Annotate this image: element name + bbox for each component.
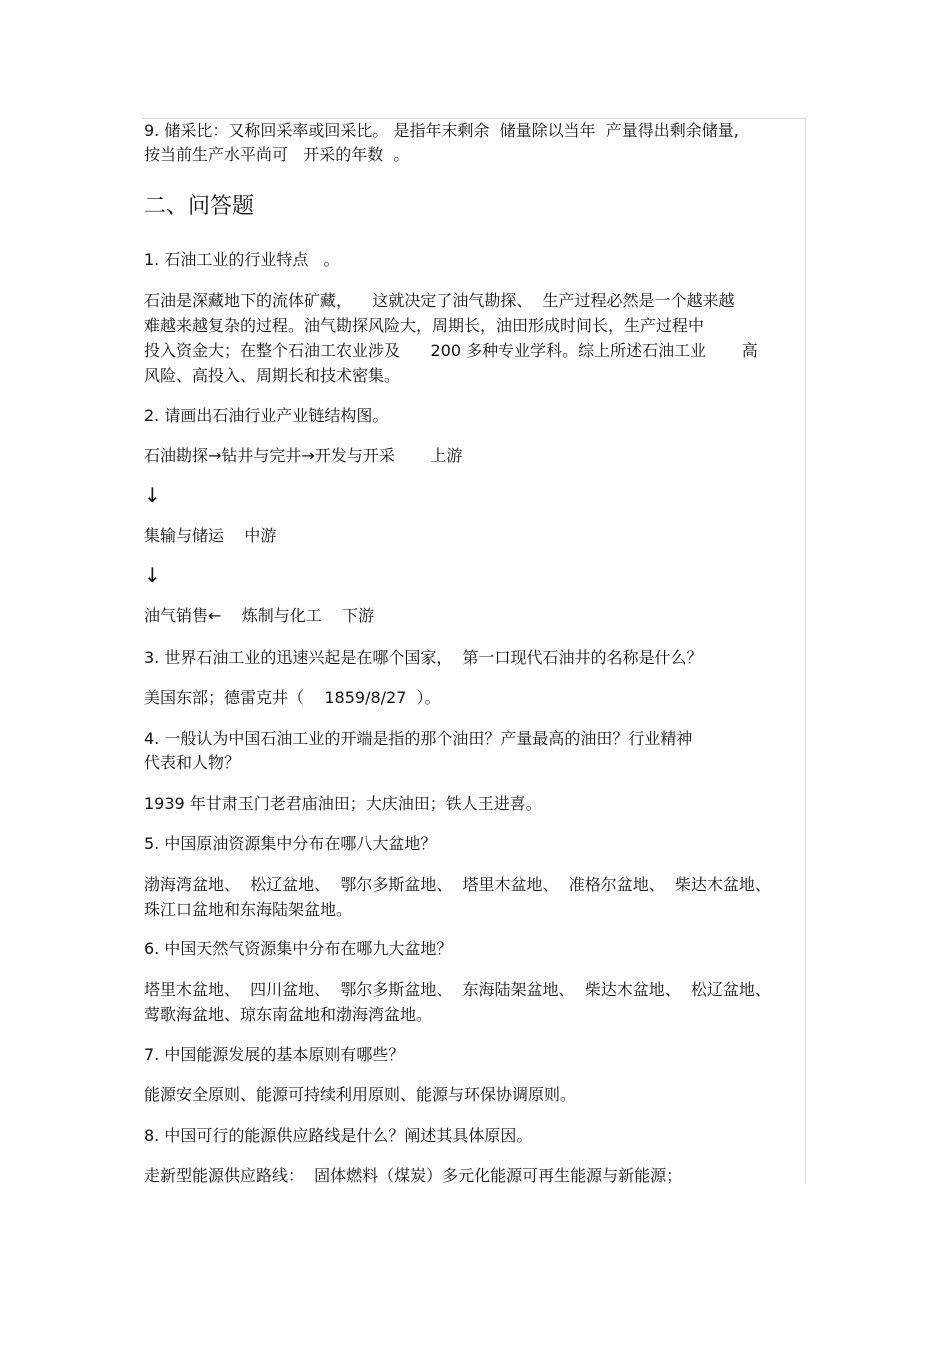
question-5: 5. 中国原油资源集中分布在哪八大盆地？: [144, 834, 437, 853]
chain-midstream: 集输与储运 中游: [144, 526, 277, 545]
question-4-line-2: 代表和人物？: [144, 753, 241, 772]
question-1: 1. 石油工业的行业特点 。: [144, 250, 340, 269]
definition-9-line-2: 按当前生产水平尚可 开采的年数 。: [144, 145, 410, 164]
answer-7: 能源安全原则、能源可持续利用原则、能源与环保协调原则。: [144, 1085, 577, 1104]
section-heading: 二、问答题: [144, 194, 255, 219]
answer-5-line-2: 珠江口盆地和东海陆架盆地。: [144, 900, 353, 919]
answer-1-line-2: 难越来越复杂的过程。油气勘探风险大，周期长，油田形成时间长，生产过程中: [144, 316, 705, 335]
question-2: 2. 请画出石油行业产业链结构图。: [144, 406, 389, 425]
down-arrow-2: ↓: [144, 563, 161, 587]
chain-upstream: 石油勘探→钻井与完井→开发与开采 上游: [144, 446, 463, 465]
question-8: 8. 中国可行的能源供应路线是什么？阐述其具体原因。: [144, 1126, 533, 1145]
down-arrow-1: ↓: [144, 483, 161, 507]
answer-1-line-4: 风险、高投入、周期长和技术密集。: [144, 366, 401, 385]
question-3: 3. 世界石油工业的迅速兴起是在哪个国家， 第一口现代石油井的名称是什么？: [144, 648, 703, 667]
question-6: 6. 中国天然气资源集中分布在哪九大盆地？: [144, 939, 453, 958]
answer-1-line-1: 石油是深藏地下的流体矿藏， 这就决定了油气勘探、 生产过程必然是一个越来越: [144, 291, 735, 310]
question-7: 7. 中国能源发展的基本原则有哪些？: [144, 1045, 405, 1064]
answer-5-line-1: 渤海湾盆地、 松辽盆地、 鄂尔多斯盆地、 塔里木盆地、 准格尔盆地、 柴达木盆地、: [144, 875, 771, 894]
question-4-line-1: 4. 一般认为中国石油工业的开端是指的那个油田？产量最高的油田？行业精神: [144, 729, 693, 748]
answer-8: 走新型能源供应路线： 固体燃料（煤炭）多元化能源可再生能源与新能源；: [144, 1166, 683, 1185]
chain-downstream: 油气销售← 炼制与化工 下游: [144, 606, 375, 625]
answer-6-line-1: 塔里木盆地、 四川盆地、 鄂尔多斯盆地、 东海陆架盆地、 柴达木盆地、 松辽盆地、: [144, 980, 771, 999]
answer-3: 美国东部；德雷克井（ 1859/8/27 ）。: [144, 688, 441, 707]
answer-1-line-3: 投入资金大；在整个石油工农业涉及 200 多种专业学科。综上所述石油工业 高: [144, 341, 758, 360]
definition-9-line-1: 9. 储采比：又称回采率或回采比。 是指年末剩余 储量除以当年 产量得出剩余储量,: [144, 121, 739, 140]
answer-4: 1939 年甘肃玉门老君庙油田；大庆油田；铁人王进喜。: [144, 794, 542, 813]
answer-6-line-2: 莺歌海盆地、琼东南盆地和渤海湾盆地。: [144, 1005, 433, 1024]
